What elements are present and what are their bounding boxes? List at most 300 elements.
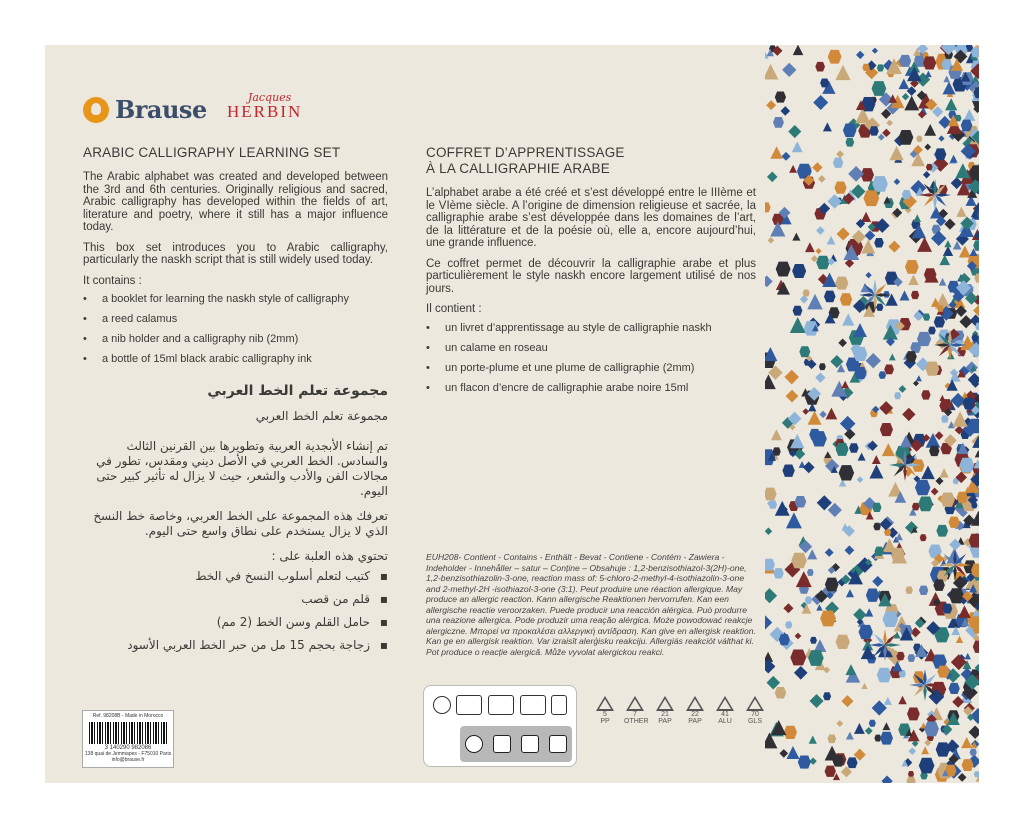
mosaic-tile (765, 276, 773, 288)
mosaic-tile (854, 723, 865, 734)
mosaic-tile (943, 76, 950, 83)
mosaic-tile (765, 64, 778, 80)
mosaic-tile (883, 722, 891, 730)
mosaic-tile (928, 327, 936, 335)
mosaic-tile (808, 411, 822, 425)
mosaic-tile (818, 175, 826, 183)
french-title (426, 145, 756, 177)
mosaic-tile (793, 45, 804, 55)
mosaic-tile (921, 746, 929, 754)
mosaic-tile (833, 158, 843, 168)
mosaic-tile (836, 635, 850, 649)
mosaic-tile (975, 450, 979, 457)
arabic-title: مجموعة تعلم الخط العربي (207, 383, 388, 399)
barcode-label (82, 710, 174, 768)
mosaic-tile (790, 650, 806, 666)
mosaic-tile (948, 517, 959, 528)
mosaic-tile (846, 664, 857, 675)
mosaic-tile (792, 264, 806, 278)
mosaic-tile (805, 242, 815, 252)
list-item: • a nib holder and a calligraphy nib (2mm) (83, 333, 388, 346)
company-email: info@brause.fr (111, 757, 145, 763)
mosaic-tile (844, 429, 855, 440)
mosaic-tile (794, 666, 808, 680)
mosaic-tile (836, 720, 843, 727)
mosaic-tile (894, 392, 901, 399)
mosaic-star-petal (859, 293, 875, 297)
mosaic-tile (802, 408, 809, 415)
mosaic-tile (815, 62, 825, 72)
mosaic-tile (853, 323, 867, 337)
mosaic-tile (835, 277, 848, 290)
mosaic-tile (873, 523, 880, 530)
mosaic-tile (869, 720, 876, 727)
mosaic-tile (872, 455, 881, 464)
triman-recycling-info (423, 685, 577, 767)
mosaic-tile (924, 144, 931, 151)
mosaic-tile (906, 777, 915, 783)
mosaic-tile (784, 726, 797, 739)
mosaic-tile (942, 604, 952, 614)
mosaic-tile (820, 610, 836, 626)
mosaic-tile (816, 256, 829, 269)
mosaic-tile (902, 190, 911, 199)
mosaic-tile (935, 431, 944, 440)
mosaic-tile (909, 747, 917, 755)
mosaic-tile (853, 347, 867, 361)
recycling-code-number: 7 (633, 711, 637, 718)
mosaic-tile (959, 245, 971, 257)
mosaic-tile (832, 755, 844, 767)
mosaic-tile (805, 597, 812, 604)
bin-icon (551, 695, 567, 715)
mosaic-tile (907, 708, 920, 721)
mosaic-tile (826, 408, 838, 420)
recycling-code-icon (594, 696, 616, 725)
mosaic-tile (793, 306, 803, 316)
mosaic-tile (765, 559, 775, 571)
mosaic-tile (765, 488, 777, 501)
mosaic-tile (823, 122, 832, 131)
mosaic-tile (781, 106, 791, 116)
tray-icon (488, 695, 514, 715)
french-title-line-1: COFFRET D’APPRENTISSAGE (426, 145, 625, 160)
recycling-code-label: PAP (658, 718, 672, 725)
mosaic-tile (807, 549, 817, 559)
bin-icon (549, 735, 567, 753)
mosaic-tile (956, 636, 963, 643)
mosaic-tile (807, 569, 814, 576)
mosaic-tile (865, 230, 876, 241)
mosaic-tile (872, 81, 887, 96)
mosaic-tile (823, 692, 831, 700)
mosaic-tile (785, 621, 792, 628)
mosaic-tile (941, 415, 948, 422)
mosaic-tile (889, 146, 903, 160)
mosaic-tile (970, 749, 977, 756)
mosaic-tile (813, 95, 828, 110)
mosaic-tile (905, 586, 912, 593)
glass-bottle-icon (521, 735, 539, 753)
mosaic-tile (882, 611, 898, 627)
recycling-code-label: OTHER (624, 718, 649, 725)
mosaic-tile (773, 568, 783, 578)
mosaic-tile (934, 316, 945, 327)
mosaic-tile (824, 451, 831, 458)
mosaic-tile (849, 443, 859, 453)
herbin-wordmark: HERBIN (227, 102, 303, 121)
recycling-code-number: 70 (751, 711, 759, 718)
mosaic-tile (908, 274, 918, 284)
list-item: • a bottle of 15ml black arabic calligraphy ink (83, 353, 388, 366)
mosaic-tile (916, 375, 922, 381)
mosaic-tile (949, 683, 960, 694)
recycling-code-icon (654, 696, 676, 725)
mosaic-tile (937, 666, 949, 678)
recycling-code-icon (624, 696, 649, 725)
mosaic-star-petal (935, 193, 951, 197)
list-item: ▪ قلم من قصب (83, 593, 388, 606)
mosaic-tile (899, 130, 914, 145)
arabic-contents-list (83, 570, 388, 652)
french-section (426, 145, 756, 402)
mosaic-tile (782, 464, 794, 476)
mosaic-tile (877, 668, 892, 683)
mosaic-star-petal (869, 643, 885, 647)
arabic-paragraph-1: تم إنشاء الأبجدية العربية وتطويرها بين القرنين الثالث والسادس. الخط العربي في الأصل ديني ومقدس، تطور في مجالات الفن والأدب والشعر، حيث لا يزال له تأثير كبير حتى اليوم. (96, 439, 388, 498)
mosaic-tile (905, 260, 919, 274)
list-item: • un calame en roseau (426, 342, 756, 355)
box-back-panel (45, 45, 979, 783)
mosaic-tile (886, 120, 893, 127)
mosaic-tile (938, 135, 944, 141)
recycling-code-icon (684, 696, 706, 725)
recycling-code-label: ALU (718, 718, 732, 725)
mosaic-tile (841, 381, 849, 389)
mosaic-tile (789, 165, 797, 173)
mosaic-tile (884, 529, 891, 536)
mosaic-tile (939, 468, 948, 477)
recycling-code-number: 41 (721, 711, 729, 718)
mosaic-tile (915, 480, 930, 495)
mosaic-tile (882, 129, 891, 138)
mosaic-tile (839, 465, 854, 480)
mosaic-tile (812, 162, 822, 172)
mosaic-tile (973, 240, 979, 250)
mosaic-tile (935, 477, 943, 485)
list-item: • un livret d’apprentissage au style de calligraphie naskh (426, 322, 756, 335)
mosaic-tile (825, 548, 834, 557)
mosaic-tile (854, 367, 866, 379)
mosaic-tile (877, 64, 884, 71)
english-contents-list (83, 293, 388, 366)
mosaic-tile (881, 775, 892, 783)
mosaic-tile (884, 364, 894, 374)
mosaic-star-petal (939, 563, 955, 567)
mosaic-tile (846, 732, 854, 740)
mosaic-tile (840, 293, 852, 305)
mosaic-tile (913, 214, 921, 222)
mosaic-tile (816, 604, 822, 610)
recycling-code-icon (714, 696, 736, 725)
mosaic-tile (765, 615, 772, 629)
arabic-contains: تحتوي هذه العلبة على : (271, 549, 388, 563)
mosaic-tile (906, 351, 917, 362)
arabic-subtitle: مجموعة تعلم الخط العربي (255, 409, 388, 423)
french-contains: Il contient : (426, 303, 482, 315)
mosaic-star-petal (883, 629, 887, 645)
brause-bird-icon (83, 97, 109, 123)
mosaic-tile (913, 380, 919, 386)
mosaic-tile (786, 746, 799, 759)
mosaic-tile (810, 637, 817, 644)
barcode-icon (89, 722, 167, 744)
mosaic-tile (934, 599, 940, 605)
mosaic-tile (808, 650, 824, 666)
recycling-row-1 (430, 690, 570, 720)
english-title: ARABIC CALLIGRAPHY LEARNING SET (83, 145, 341, 160)
mosaic-tile (919, 758, 935, 774)
mosaic-tile (842, 313, 854, 325)
recycling-code-icon (744, 696, 766, 725)
mosaic-tile (924, 124, 936, 136)
mosaic-tile (819, 411, 826, 418)
mosaic-tile (775, 91, 786, 102)
mosaic-tile (961, 120, 973, 132)
mosaic-tile (845, 138, 854, 147)
booklet-icon (520, 695, 546, 715)
mosaic-tile (765, 202, 771, 212)
recycling-code-number: 22 (691, 711, 699, 718)
mosaic-tile (911, 291, 919, 299)
mosaic-tile (937, 305, 944, 312)
brause-logo (83, 95, 207, 124)
mosaic-tile (939, 395, 945, 401)
mosaic-tile (803, 462, 815, 474)
mosaic-tile (816, 226, 825, 235)
mosaic-tile (963, 398, 975, 410)
mosaic-tile (835, 65, 850, 80)
mosaic-tile (859, 625, 873, 639)
mosaic-tile (841, 695, 853, 707)
mosaic-tile (945, 98, 957, 110)
list-item: ▪ كتيب لتعلم أسلوب النسخ في الخط (83, 570, 388, 583)
mosaic-tile (825, 766, 836, 777)
mosaic-tile (828, 50, 842, 64)
mosaic-tile (944, 240, 951, 247)
mosaic-tile (940, 492, 954, 506)
mosaic-tile (861, 645, 875, 659)
mosaic-tile (861, 212, 871, 222)
triman-person-icon (433, 696, 451, 714)
recycling-code-label: GLS (747, 718, 762, 725)
mosaic-tile (795, 496, 807, 508)
mosaic-tile (809, 694, 823, 708)
french-title-line-2: À LA CALLIGRAPHIE ARABE (426, 161, 610, 176)
mosaic-tile (923, 171, 930, 178)
mosaic-tile (939, 399, 952, 412)
list-item: • a reed calamus (83, 313, 388, 326)
mosaic-tile (959, 458, 974, 473)
mosaic-tile (935, 148, 947, 160)
mosaic-tile (856, 51, 864, 59)
mosaic-tile (865, 272, 871, 278)
mosaic-tile (825, 578, 839, 592)
box-icon (456, 695, 482, 715)
mosaic-tile (848, 166, 864, 182)
mosaic-tile (889, 354, 896, 361)
mosaic-tile (799, 346, 810, 357)
mosaic-tile (827, 236, 836, 245)
mosaic-tile (784, 370, 799, 385)
mosaic-tile (961, 737, 972, 748)
mosaic-tile (807, 294, 822, 309)
mosaic-tile (971, 334, 978, 341)
mosaic-tile (768, 237, 775, 244)
mosaic-tile (902, 93, 909, 100)
mosaic-tile (828, 735, 837, 744)
mosaic-tile (779, 634, 790, 645)
mosaic-tile (792, 233, 800, 241)
arabic-paragraph-2: تعرفك هذه المجموعة على الخط العربي، وخاصة خط النسخ الذي لا يزال يستخدم على نطاق واسع حتى اليوم. (93, 509, 388, 538)
english-contains: It contains : (83, 274, 142, 287)
mosaic-tile (882, 443, 895, 456)
list-item: • un flacon d’encre de calligraphie arabe noire 15ml (426, 382, 756, 395)
mosaic-tile (952, 411, 967, 426)
mosaic-tile (874, 238, 884, 248)
mosaic-tile (973, 641, 979, 653)
mosaic-tile (902, 408, 915, 421)
mosaic-tile (847, 757, 858, 768)
mosaic-tile (866, 589, 879, 602)
herbin-logo (227, 91, 302, 122)
mosaic-tile (795, 633, 802, 640)
mosaic-tile (836, 150, 844, 158)
mosaic-tile (782, 63, 796, 77)
mosaic-tile (917, 332, 931, 346)
mosaic-tile (973, 459, 979, 468)
mosaic-tile (846, 589, 854, 597)
recycling-codes (594, 696, 766, 725)
mosaic-tile (765, 659, 775, 673)
mosaic-tile (931, 488, 939, 496)
mosaic-tile (899, 55, 911, 67)
mosaic-tile (843, 124, 857, 138)
mosaic-tile (919, 586, 928, 595)
mosaic-tile (916, 136, 922, 142)
mosaic-tile (811, 431, 826, 446)
company-address: 138 quai de Jemmapes - F75010 Paris (84, 751, 172, 757)
mosaic-tile (765, 347, 777, 361)
mosaic-tile (872, 48, 878, 54)
barcode-number: 3 140290 982086 (104, 745, 152, 751)
mosaic-tile (765, 527, 772, 535)
recycling-code-number: 21 (661, 711, 669, 718)
mosaic-tile (809, 736, 817, 744)
mosaic-tile (920, 534, 927, 541)
mosaic-tile (798, 756, 811, 769)
allergy-warning-text: EUH208- Contient - Contains - Enthält - Bevat - Contiene - Contém - Zawiera - Indeholder - Innehåller – satur – Conține – Obsahuje : 1,2-benzisothiazol-3(2H)-one, 1,2-benzisothiazolin-3-one, reaction mass of: 5-chloro-2-methyl-4-isothiazolin-3-one and 2-methyl-2H -isothiazol-3-one (3:1). Peut produire une réaction allergique. May produce an allergic reaction. Kann allergische Reaktionen hervorrufen. Kan een allergische reactie veroorzaken. Puede producir una reacción alérgica. Può produrre una reazione allergica. Pode produzir uma reação alérgica. Może powodować reakcje alergiczne. Μπορεί να προκαλέσει αλλεργική αντίδραση. Kan give en allergisk reaktion. Kan ge en allergisk reaktion. Var izraisīt alerģisku reakciju. Allergiás reakciót válthat ki. Pot produce o reacție alergică. Může vyvolat alergickou reakci. (426, 552, 756, 657)
mosaic-tile (819, 363, 826, 370)
english-paragraph-1: The Arabic alphabet was created and developed between the 3rd and 6th centuries. Originally religious and sacred, Arabic calligraphy has developed within the fields of art, literature and poetry, where it still has a major influence today. (83, 171, 388, 233)
mosaic-tile (863, 190, 879, 206)
mosaic-tile (815, 372, 825, 382)
mosaic-tile (923, 56, 936, 69)
mosaic-tile (776, 262, 791, 277)
mosaic-tile (899, 385, 907, 393)
mosaic-tile (840, 416, 856, 432)
mosaic-tile (872, 576, 883, 587)
mosaic-tile (872, 700, 887, 715)
arabic-section (83, 383, 388, 662)
mosaic-tile (936, 742, 950, 756)
mosaic-tile (767, 172, 778, 183)
mosaic-tile (872, 176, 888, 192)
mosaic-tile (783, 603, 793, 613)
mosaic-tile (880, 423, 893, 436)
mosaic-tile (962, 759, 974, 771)
mosaic-tile (968, 726, 979, 739)
mosaic-tile (869, 126, 878, 135)
mosaic-tile (791, 553, 807, 569)
mosaic-tile (888, 241, 900, 253)
mosaic-tile (939, 278, 947, 286)
product-ref: Ref. 98208B - Made in Morocco (92, 713, 164, 719)
mosaic-tile (836, 443, 849, 456)
mosaic-tile (773, 447, 781, 455)
english-paragraph-2: This box set introduces you to Arabic calligraphy, particularly the naskh script that is still widely used today. (83, 241, 388, 266)
mosaic-tile (786, 390, 799, 403)
recycling-code-label: PP (600, 718, 610, 725)
mosaic-tile (974, 771, 979, 777)
mosaic-tile (939, 255, 950, 266)
mosaic-tile (880, 732, 893, 745)
mosaic-tile (815, 248, 821, 254)
mosaic-tile (827, 194, 841, 208)
mosaic-tile (898, 696, 906, 704)
mosaic-tile (879, 371, 886, 378)
mosaic-tile (828, 503, 842, 517)
mosaic-tile (894, 178, 901, 185)
mosaic-tile (820, 78, 829, 87)
mosaic-tile (861, 239, 875, 253)
mosaic-tile (957, 492, 968, 503)
mosaic-tile (929, 446, 939, 456)
mosaic-tile (876, 304, 883, 311)
mosaic-tile (782, 152, 791, 161)
mosaic-tile (824, 291, 836, 303)
french-contents-list (426, 322, 756, 395)
mosaic-tile (958, 605, 971, 618)
mosaic-tile (790, 317, 806, 333)
mosaic-tile (834, 182, 846, 194)
mosaic-tile (924, 722, 939, 737)
mosaic-tile (923, 313, 930, 320)
french-paragraph-1: L’alphabet arabe a été créé et s’est développé entre le IIIème et le VIème siècle. A l’origine de dimension religieuse et sacrée, la calligraphie arabe s’est développée dans les domaines de l’art, de la littérature et de la poésie où, elle a, encore aujourd’hui, une grande influence. (426, 187, 756, 249)
mosaic-tile (936, 525, 948, 537)
mosaic-tile (918, 496, 933, 511)
mosaic-tile (952, 696, 964, 708)
mosaic-tile (765, 588, 777, 603)
mosaic-tile (771, 720, 786, 735)
mosaic-tile (956, 207, 966, 217)
brause-wordmark: Brause (115, 95, 207, 124)
mosaic-tile (908, 654, 916, 662)
mosaic-tile (837, 227, 850, 240)
mosaic-tile (925, 71, 932, 78)
mosaic-tile (926, 164, 933, 171)
mosaic-tile (865, 608, 873, 616)
